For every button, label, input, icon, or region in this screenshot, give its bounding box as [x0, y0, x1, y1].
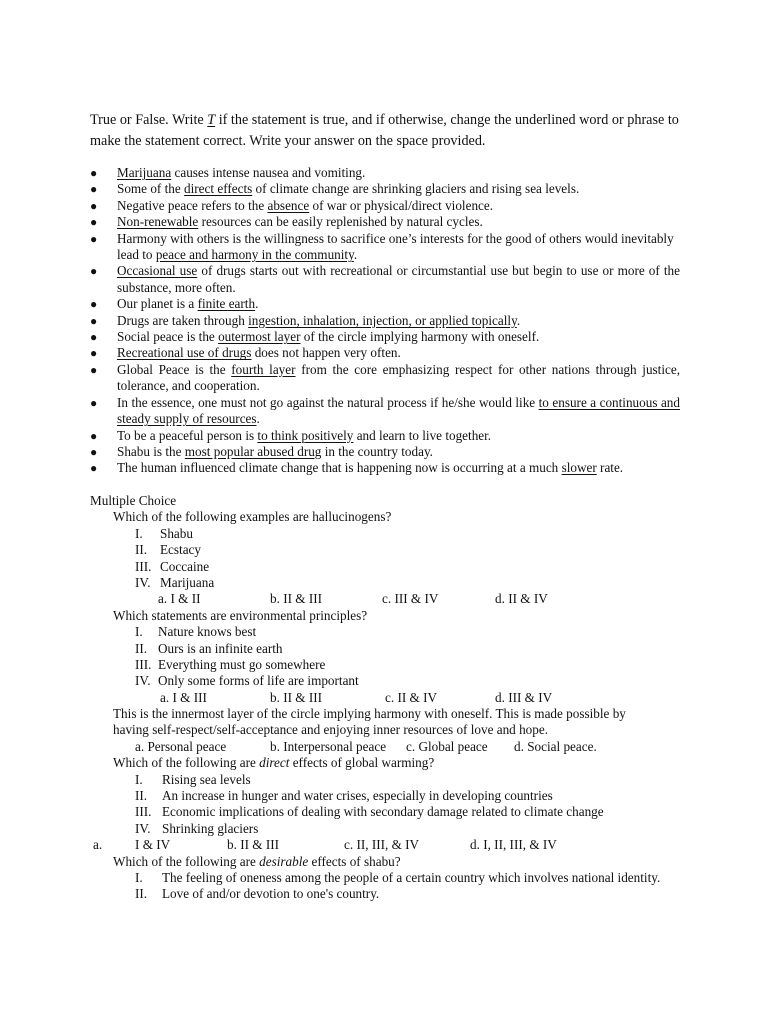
- q4-choice-b: b. II & III: [227, 837, 279, 853]
- q4-item-3: III. Economic implications of dealing with secondary damage related to climate change: [135, 804, 604, 820]
- multiple-choice-heading: Multiple Choice: [90, 493, 177, 508]
- q5-item-2: II. Love of and/or devotion to one's country.: [135, 886, 380, 902]
- q4-item-1: I. Rising sea levels: [135, 771, 251, 787]
- tf-item-8: ● Drugs are taken through ingestion, inhalation, injection, or applied topically.: [90, 313, 680, 329]
- q3-choice-a: a. Personal peace: [135, 738, 227, 754]
- q1-choice-d: d. II & IV: [495, 591, 548, 607]
- q1-item-1: I. Shabu: [135, 525, 193, 541]
- q1-choices: [90, 591, 690, 607]
- true-false-instructions: True or False. Write T if the statement is true, and if otherwise, change the underlined word or phrase to make the statement correct. Write your answer on the space provided.: [90, 112, 679, 149]
- q2-choice-a: a. I & III: [160, 689, 207, 705]
- multiple-choice-section: [90, 493, 690, 903]
- tf-item-2: ● Some of the direct effects of climate change are shrinking glaciers and rising sea levels.: [90, 181, 680, 197]
- q3-choices: [90, 739, 690, 755]
- q3-choice-d: d. Social peace.: [514, 738, 597, 754]
- q2-item-2: II. Ours is an infinite earth: [135, 640, 283, 656]
- q4-choice-d: d. I, II, III, & IV: [470, 837, 557, 853]
- q3-choice-c: c. Global peace: [406, 738, 488, 754]
- tf-item-6: ● Occasional use of drugs starts out with recreational or circumstantial use but begin to use or more of the substance, more often.: [90, 263, 680, 296]
- q1-item-4: IV. Marijuana: [135, 574, 215, 590]
- q4-choice-c: c. II, III, & IV: [344, 837, 420, 853]
- q2-item-1: I. Nature knows best: [135, 624, 257, 640]
- q4-choice-a: I & IV: [135, 837, 171, 853]
- tf-item-11: ● Global Peace is the fourth layer from the core emphasizing respect for other nations through justice, tolerance, and cooperation.: [90, 362, 680, 395]
- tf-item-5: ● Harmony with others is the willingness to sacrifice one’s interests for the good of others would inevitably lead to peace and harmony in the community.: [90, 231, 680, 264]
- q2-choice-b: b. II & III: [270, 689, 322, 705]
- tf-item-15: ● The human influenced climate change that is happening now is occurring at a much slower rate.: [90, 460, 680, 476]
- q2-item-4: IV. Only some forms of life are important: [135, 673, 359, 689]
- true-false-list: [90, 165, 680, 477]
- tf-item-3: ● Negative peace refers to the absence of war or physical/direct violence.: [90, 198, 680, 214]
- tf-item-4: ● Non-renewable resources can be easily replenished by natural cycles.: [90, 214, 680, 230]
- q4-stem: Which of the following are direct effects of global warming?: [113, 755, 435, 771]
- tf-item-12: ● In the essence, one must not go against the natural process if he/she would like to ensure a continuous and steady supply of resources.: [90, 395, 680, 428]
- q1-choice-b: b. II & III: [270, 591, 322, 607]
- q5-item-1: I. The feeling of oneness among the people of a certain country which involves national identity.: [135, 870, 661, 886]
- q2-choice-c: c. II & IV: [385, 689, 437, 705]
- q3-stem: This is the innermost layer of the circle implying harmony with oneself. This is made possible by having self-respect/self-acceptance and enjoying inner resources of love and hope.: [113, 706, 626, 738]
- q1-choice-c: c. III & IV: [382, 591, 439, 607]
- underlined-T: T: [207, 112, 216, 128]
- q4-item-4: IV. Shrinking glaciers: [135, 820, 259, 836]
- q1-item-2: II. Ecstacy: [135, 542, 202, 558]
- tf-item-9: ● Social peace is the outermost layer of the circle implying harmony with oneself.: [90, 329, 680, 345]
- q2-item-3: III. Everything must go somewhere: [135, 656, 326, 672]
- q1-choice-a: a. I & II: [158, 591, 201, 607]
- q4-choice-a-letter: a.: [93, 837, 103, 853]
- tf-item-10: ● Recreational use of drugs does not happen very often.: [90, 345, 680, 361]
- tf-item-1: ● Marijuana causes intense nausea and vomiting.: [90, 165, 680, 181]
- q3-choice-b: b. Interpersonal peace: [270, 738, 387, 754]
- tf-item-7: ● Our planet is a finite earth.: [90, 296, 680, 312]
- q2-stem: Which statements are environmental principles?: [113, 607, 368, 623]
- tf-item-13: ● To be a peaceful person is to think positively and learn to live together.: [90, 428, 680, 444]
- tf-item-14: ● Shabu is the most popular abused drug in the country today.: [90, 444, 680, 460]
- q2-choice-d: d. III & IV: [495, 689, 553, 705]
- q4-choices: [90, 837, 690, 853]
- q2-choices: [90, 690, 690, 706]
- q1-item-3: III. Coccaine: [135, 558, 210, 574]
- q5-stem: Which of the following are desirable effects of shabu?: [113, 853, 401, 869]
- q1-stem: Which of the following examples are hallucinogens?: [113, 509, 392, 525]
- q4-item-2: II. An increase in hunger and water crises, especially in developing countries: [135, 788, 553, 804]
